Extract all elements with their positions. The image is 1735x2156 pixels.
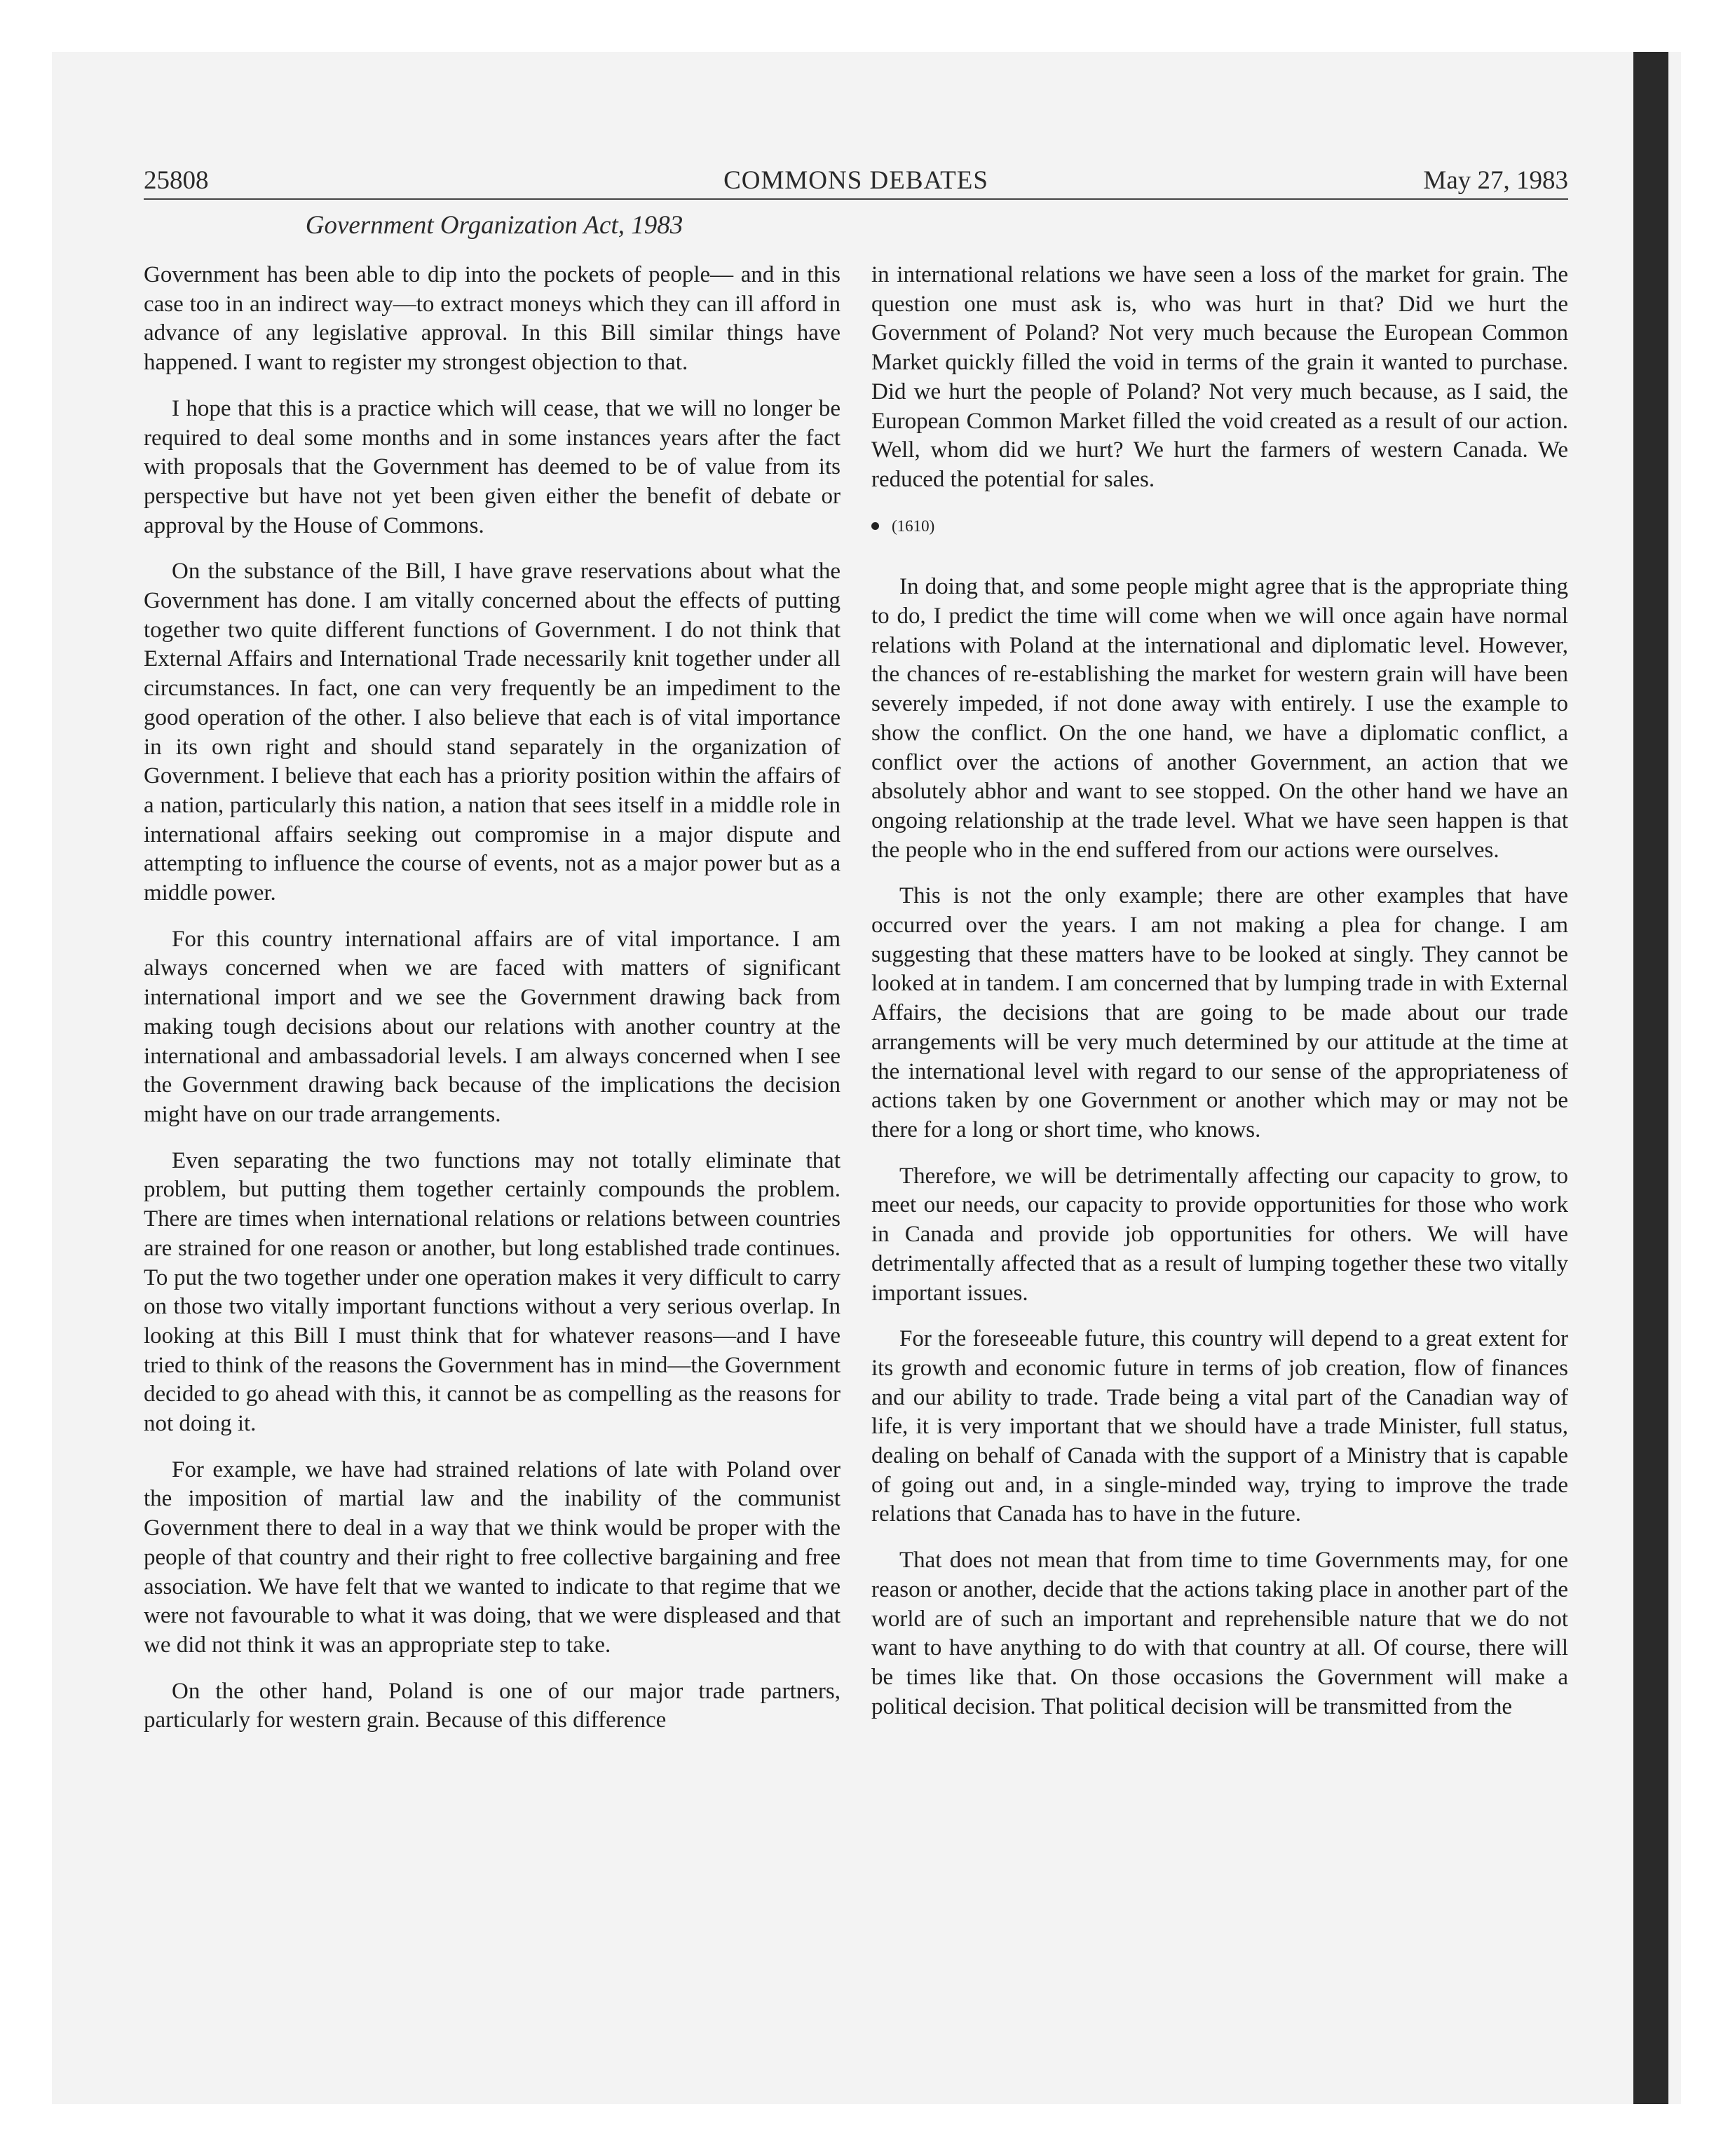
- page-header: [144, 165, 1568, 200]
- paragraph: For example, we have had strained relations of late with Poland over the imposition of martial law and the inability of the communist Government there to deal in a way that we think would be proper with the people of that country and their right to free collective bargaining and free association. We have felt that we wanted to indicate to that regime that we were not favourable to what it was doing, that we were displeased and that we did not think it was an appropriate step to take.: [144, 1456, 841, 1658]
- paragraph: In doing that, and some people might agree that is the appropriate thing to do, I predict the time will come when we will once again have normal relations with Poland at the international and diplomatic level. However, the chances of re-establishing the market for western grain will have been severely impeded, if not done away with entirely. I use the example to show the conflict. On the one hand, we have a diplomatic conflict, a conflict over the actions of another Government, an action that we absolutely abhor and want to see stopped. On the other hand we have an ongoing relationship at the trade level. What we have seen happen is that the people who in the end suffered from our actions were ourselves.: [871, 574, 1568, 863]
- right-column: [871, 261, 1568, 1738]
- left-column: [144, 261, 841, 1752]
- scan-edge-shadow: [1633, 52, 1668, 2104]
- paragraph: I hope that this is a practice which will cease, that we will no longer be required to deal some months and in some instances years after the fact with proposals that the Government has deemed to be of value from its perspective but have not yet been given either the benefit of debate or approval by the House of Commons.: [144, 395, 841, 538]
- section-title: Government Organization Act, 1983: [305, 211, 683, 240]
- paragraph: Even separating the two functions may not totally eliminate that problem, but putting them together certainly compounds the problem. There are times when international relations or relations between countries are strained for one reason or another, but long established trade continues. To put the two together under one operation makes it very difficult to carry on those two vitally important functions without a very serious overlap. In looking at this Bill I must think that for whatever reasons—and I have tried to think of the reasons the Government has in mind—the Government decided to go ahead with this, it cannot be as compelling as the reasons for not doing it.: [144, 1147, 841, 1437]
- paragraph: Government has been able to dip into the pockets of people— and in this case too in an indirect way—to extract moneys which they can ill afford in advance of any legislative approval. In this Bill similar things have happened. I want to register my strongest objection to that.: [144, 262, 841, 376]
- time-marker-label: (1610): [892, 517, 935, 535]
- paragraph: This is not the only example; there are other examples that have occurred over the years. I am not making a plea for change. I am suggesting that these matters have to be looked at singly. They cannot be looked at in tandem. I am concerned that by lumping trade in with External Affairs, the decisions that are going to be made about our trade arrangements will be very much determined by our attitude at the time at the international level with regard to our sense of the appropriateness of actions taken by one Government or another which may or may not be there for a long or short time, who knows.: [871, 883, 1568, 1142]
- publication-title: COMMONS DEBATES: [723, 166, 988, 195]
- paragraph: For the foreseeable future, this country will depend to a great extent for its growth and economic future in terms of job creation, flow of finances and our ability to trade. Trade being a vital part of the Canadian way of life, it is very important that we should have a trade Minister, full status, dealing on behalf of Canada with the support of a Ministry that is capable of going out and, in a single-minded way, trying to improve the trade relations that Canada has to have in the future.: [871, 1326, 1568, 1527]
- paragraph: in international relations we have seen a loss of the market for grain. The question one must ask is, who was hurt in that? Did we hurt the Government of Poland? Not very much because the European Common Market quickly filled the void in terms of the grain it wanted to purchase. Did we hurt the people of Poland? Not very much because, as I said, the European Common Market filled the void created as a result of our action. Well, whom did we hurt? We hurt the farmers of western Canada. We reduced the potential for sales.: [871, 262, 1568, 492]
- bullet-icon: [871, 522, 879, 530]
- paragraph: For this country international affairs are of vital importance. I am always concerned when we are faced with matters of significant international import and we see the Government drawing back from making tough decisions about our relations with another country at the international and ambassadorial levels. I am always concerned when I see the Government drawing back because of the implications the decision might have on our trade arrangements.: [144, 926, 841, 1127]
- page-number: 25808: [144, 166, 209, 195]
- paragraph: Therefore, we will be detrimentally affecting our capacity to grow, to meet our needs, our capacity to provide opportunities for those who work in Canada and provide job opportunities for others. We will have detrimentally affected that as a result of lumping together these two vitally important issues.: [871, 1163, 1568, 1306]
- page-date: May 27, 1983: [1423, 166, 1568, 195]
- header-rule: [144, 198, 1568, 200]
- paragraph: That does not mean that from time to time Governments may, for one reason or another, decide that the actions taking place in another part of the world are of such an important and reprehensible nature that we do not want to have anything to do with that country at all. Of course, there will be times like that. On those occasions the Government will make a political decision. That political decision will be transmitted from the: [871, 1548, 1568, 1719]
- time-marker: [871, 512, 1568, 541]
- paragraph: On the substance of the Bill, I have grave reservations about what the Government has done. I am vitally concerned about the effects of putting together two quite different functions of Government. I do not think that External Affairs and International Trade necessarily knit together under all circumstances. In fact, one can very frequently be an impediment to the good operation of the other. I also believe that each is of vital importance in its own right and should stand separately in the organization of Government. I believe that each has a priority position within the affairs of a nation, particularly this nation, a nation that sees itself in a middle role in international affairs seeking out compromise in a major dispute and attempting to influence the course of events, not as a major power but as a middle power.: [144, 559, 841, 906]
- paragraph: On the other hand, Poland is one of our major trade partners, particularly for western grain. Because of this difference: [144, 1678, 841, 1733]
